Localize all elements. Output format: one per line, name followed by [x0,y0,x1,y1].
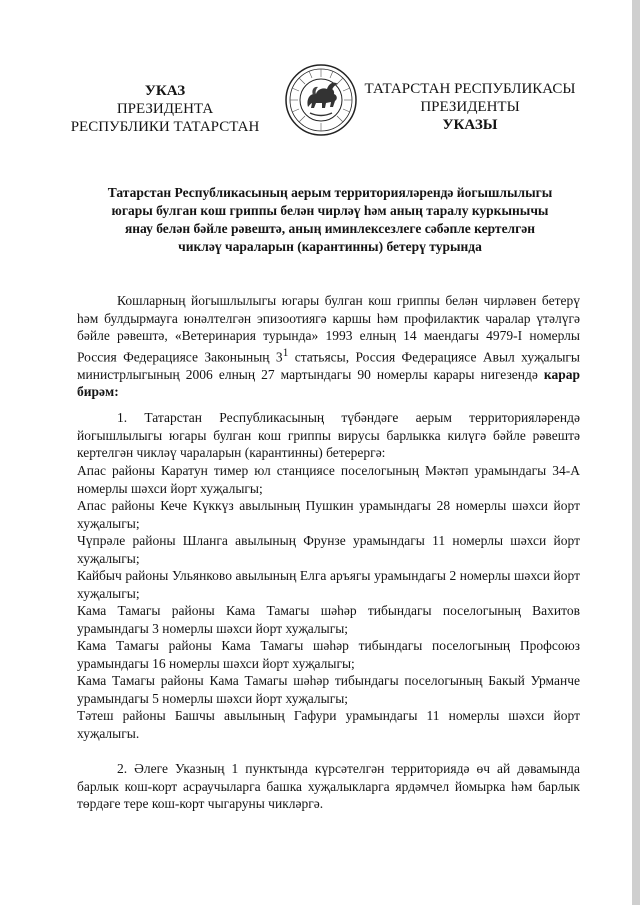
header-left-russian [60,82,270,136]
title-line: Татарстан Республикасының аерым территорияләрендә йогышлылыгы [107,185,553,200]
list-item [77,637,580,672]
clause-2-paragraph [77,760,580,813]
header-right-line2: ПРЕЗИДЕНТЫ [420,99,520,115]
list-item-text: Кайбыч районы Ульянково авылының Елга аръягы урамындагы 2 номерлы шәхси йорт хуҗалыгы; [77,568,580,601]
list-item [77,672,580,707]
list-item [77,462,580,497]
list-item-text: Апас районы Кече Күккүз авылының Пушкин урамындагы 28 номерлы шәхси йорт хуҗалыгы; [77,498,580,531]
clause-1-intro [77,409,580,462]
clause-2-text: 2. Әлеге Указның 1 пунктында күрсәтелгән территориядә өч ай дәвамында барлык кош-корт асраучыларга башка хуҗалыкларга ярдәмчел йомырка һәм барлык төрдәге тере кош-корт чыгаруны чикләргә. [77,761,580,811]
list-item-text: Тәтеш районы Башчы авылының Гафури урамындагы 11 номерлы шәхси йорт хуҗалыгы. [77,708,580,741]
list-item [77,532,580,567]
list-item-text: Кама Тамагы районы Кама Тамагы шәһәр тибындагы поселогының Профсоюз урамындагы 16 номерлы шәхси йорт хуҗалыгы; [77,638,580,671]
header-left-line2: ПРЕЗИДЕНТА [116,101,214,117]
title-line: чикләү чараларын (карантинны) бетерү турында [178,239,482,254]
header-left-line1: УКАЗ [144,83,186,99]
title-line: югары булган кош гриппы белән чирләү һәм аның таралу куркынычы [111,203,549,218]
document-title [70,184,590,256]
list-item [77,567,580,602]
list-item [77,602,580,637]
scan-edge-shadow [632,0,640,905]
list-item-text: Чүпрәле районы Шланга авылының Фрунзе урамындагы 11 номерлы шәхси йорт хуҗалыгы; [77,533,580,566]
header-left-line3: РЕСПУБЛИКИ ТАТАРСТАН [70,119,260,135]
list-item [77,497,580,532]
header-right-line1: ТАТАРСТАН РЕСПУБЛИКАСЫ [364,81,576,97]
preamble-text-continued: статьясы, Россия Федерациясе Авыл хуҗалыгы министрлыгының 2006 елның 27 мартындагы 90 номерлы карары нигезендә [77,349,580,382]
list-item-text: Кама Тамагы районы Кама Тамагы шәһәр тибындагы поселогының Бакый Урманче урамындагы 5 номерлы шәхси йорт хуҗалыгы; [77,673,580,706]
list-item [77,707,580,742]
decree-formula: карар бирәм: [77,366,580,399]
header-right-line3: УКАЗЫ [442,117,498,133]
header-right-tatar [360,80,580,134]
title-line: янау белән бәйле рәвештә, аның иминлексезлеге сәбәпле кертелгән [124,221,536,236]
clause-1-intro-text: 1. Татарстан Республикасының түбәндәге аерым территорияләрендә йогышлылыгы югары булган кош гриппы вирусы барлыкка килүгә бәйле рәвештә кертелгән чикләү чараларын (карантинны) бетерергә: [77,410,580,460]
preamble-superscript: 1 [282,346,289,359]
preamble-text: Кошларның йогышлылыгы югары булган кош гриппы белән чирләвен бетерү һәм булдырмауга юнәлтелгән эпизоотиягә каршы һәм профилактик чаралар үтәлүгә бәйле рәвештә, «Ветеринария турында» 1993 елның 14 маендагы 4979-I номерлы Россия Федерациясе Законының 3 [77,293,580,364]
list-item-text: Апас районы Каратун тимер юл станциясе поселогының Мәктәп урамындагы 34-А номерлы шәхси йорт хуҗалыгы; [77,463,580,496]
tatarstan-emblem-icon [284,63,358,137]
preamble-paragraph [77,292,580,401]
list-item-text: Кама Тамагы районы Кама Тамагы шәһәр тибындагы поселогының Вахитов урамындагы 3 номерлы шәхси йорт хуҗалыгы; [77,603,580,636]
